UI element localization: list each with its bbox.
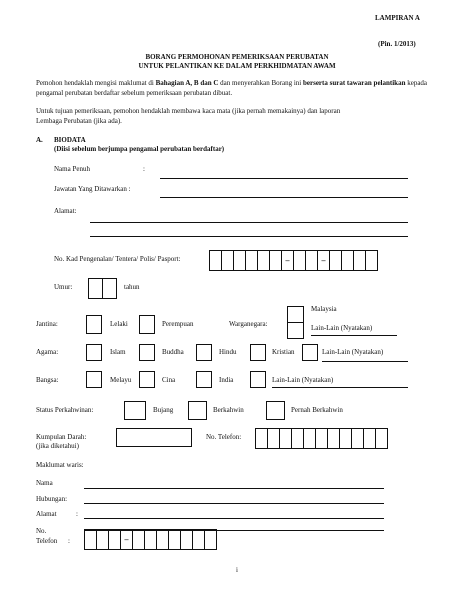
bangsa-lain-label: Lain-Lain (Nyatakan) xyxy=(272,376,334,384)
islam-label: Islam xyxy=(110,348,126,356)
waris-hubungan-input-line[interactable] xyxy=(84,503,384,504)
malaysia-checkbox[interactable] xyxy=(287,306,304,323)
digit-box[interactable] xyxy=(102,278,117,299)
kristian-label: Kristian xyxy=(272,348,295,356)
waris-no-telefon-boxes[interactable] xyxy=(84,529,217,550)
kristian-checkbox[interactable] xyxy=(250,344,266,361)
nama-penuh-input-line[interactable] xyxy=(160,178,408,179)
melayu-label: Melayu xyxy=(110,376,132,384)
intro-paragraph-2-line1: Untuk tujuan pemeriksaan, pemohon hendaklah membawa kaca mata (jika pernah memakainya) dan laporan xyxy=(36,107,341,115)
bangsa-lain-checkbox[interactable] xyxy=(250,371,266,388)
agama-label: Agama: xyxy=(36,348,59,356)
waris-nama-label: Nama xyxy=(36,479,53,487)
alamat-input-line-1[interactable] xyxy=(90,222,408,223)
digit-box[interactable] xyxy=(88,278,103,299)
section-subtitle: (Diisi sebelum berjumpa pengamal perubatan berdaftar) xyxy=(54,145,225,153)
buddha-label: Buddha xyxy=(162,348,184,356)
pernah-berkahwin-checkbox[interactable] xyxy=(266,401,285,420)
hindu-label: Hindu xyxy=(219,348,237,356)
dash-separator: – xyxy=(124,534,129,544)
kad-pengenalan-boxes[interactable] xyxy=(209,250,378,271)
no-telefon-boxes[interactable] xyxy=(255,428,388,449)
warganegara-lain-checkbox[interactable] xyxy=(287,322,304,339)
agama-lain-checkbox[interactable] xyxy=(302,344,318,361)
melayu-checkbox[interactable] xyxy=(86,371,102,388)
jawatan-label: Jawatan Yang Ditawarkan : xyxy=(54,185,131,193)
waris-nama-input-line[interactable] xyxy=(84,488,384,489)
bujang-label: Bujang xyxy=(153,406,174,414)
digit-box[interactable] xyxy=(365,250,378,271)
warganegara-label: Warganegara: xyxy=(229,320,268,328)
intro-paragraph-1: Pemohon hendaklah mengisi maklumat di Bahagian A, B dan C dan menyerahkan Borang ini berserta surat tawaran pelantikan kepada pengamal perubatan berdaftar sebelum pemeriksaan perubatan dibuat. xyxy=(36,79,428,97)
umur-label: Umur: xyxy=(54,283,73,291)
dash-separator: – xyxy=(321,255,326,265)
waris-alamat-colon: : xyxy=(76,510,78,518)
no-telefon-label: No. Telefon: xyxy=(206,433,242,441)
umur-boxes[interactable] xyxy=(88,278,117,299)
berkahwin-label: Berkahwin xyxy=(213,406,244,414)
intro-paragraph-2-line2: Lembaga Perubatan (jika ada). xyxy=(36,117,122,125)
pin-reference: (Pin. 1/2013) xyxy=(378,40,416,48)
hindu-checkbox[interactable] xyxy=(196,344,212,361)
lelaki-checkbox[interactable] xyxy=(86,315,102,334)
perempuan-checkbox[interactable] xyxy=(139,315,155,334)
buddha-checkbox[interactable] xyxy=(139,344,155,361)
kumpulan-darah-input[interactable] xyxy=(116,428,192,447)
jika-diketahui-label: (jika diketahui) xyxy=(36,442,79,450)
waris-no-telefon-colon: : xyxy=(68,537,70,545)
waris-alamat-label: Alamat xyxy=(36,510,57,518)
kad-pengenalan-label: No. Kad Pengenalan/ Tentera/ Polis/ Pasport: xyxy=(54,255,181,263)
bujang-checkbox[interactable] xyxy=(124,401,146,420)
dash-separator: – xyxy=(285,255,290,265)
agama-lain-input-line[interactable] xyxy=(322,361,408,362)
digit-box[interactable] xyxy=(375,428,388,449)
waris-no-telefon-label-a: No. xyxy=(36,527,47,535)
section-title: BIODATA xyxy=(54,136,86,144)
form-title-line2: UNTUK PELANTIKAN KE DALAM PERKHIDMATAN AWAM xyxy=(138,62,336,70)
maklumat-waris-label: Maklumat waris: xyxy=(36,461,84,469)
bangsa-label: Bangsa: xyxy=(36,376,59,384)
islam-checkbox[interactable] xyxy=(86,344,102,361)
tahun-label: tahun xyxy=(124,283,140,291)
jawatan-input-line[interactable] xyxy=(160,197,408,198)
warganegara-lain-label: Lain-Lain (Nyatakan) xyxy=(311,324,373,332)
alamat-input-line-2[interactable] xyxy=(90,236,408,237)
jantina-label: Jantina: xyxy=(36,320,58,328)
digit-box[interactable] xyxy=(204,529,217,550)
status-perkahwinan-label: Status Perkahwinan: xyxy=(36,406,94,414)
perempuan-label: Perempuan xyxy=(162,320,194,328)
warganegara-lain-input-line[interactable] xyxy=(311,335,397,336)
cina-label: Cina xyxy=(162,376,176,384)
waris-no-telefon-label-b: Telefon xyxy=(36,537,58,545)
bangsa-lain-input-line[interactable] xyxy=(272,387,408,388)
form-title-line1: BORANG PERMOHONAN PEMERIKSAAN PERUBATAN xyxy=(145,53,329,61)
lelaki-label: Lelaki xyxy=(110,320,128,328)
waris-hubungan-label: Hubungan: xyxy=(36,495,68,503)
kumpulan-darah-label: Kumpulan Darah: xyxy=(36,433,87,441)
waris-alamat-input-line-1[interactable] xyxy=(84,518,384,519)
berkahwin-checkbox[interactable] xyxy=(188,401,207,420)
nama-penuh-colon: : xyxy=(143,165,145,173)
malaysia-label: Malaysia xyxy=(311,305,337,313)
india-checkbox[interactable] xyxy=(196,371,212,388)
section-letter: A. xyxy=(36,136,43,144)
nama-penuh-label: Nama Penuh xyxy=(54,165,90,173)
india-label: India xyxy=(219,376,234,384)
cina-checkbox[interactable] xyxy=(139,371,155,388)
page-number: i xyxy=(236,566,238,574)
pernah-berkahwin-label: Pernah Berkahwin xyxy=(291,406,343,414)
lampiran-label: LAMPIRAN A xyxy=(375,14,420,22)
agama-lain-label: Lain-Lain (Nyatakan) xyxy=(322,348,384,356)
alamat-label: Alamat: xyxy=(54,207,77,215)
